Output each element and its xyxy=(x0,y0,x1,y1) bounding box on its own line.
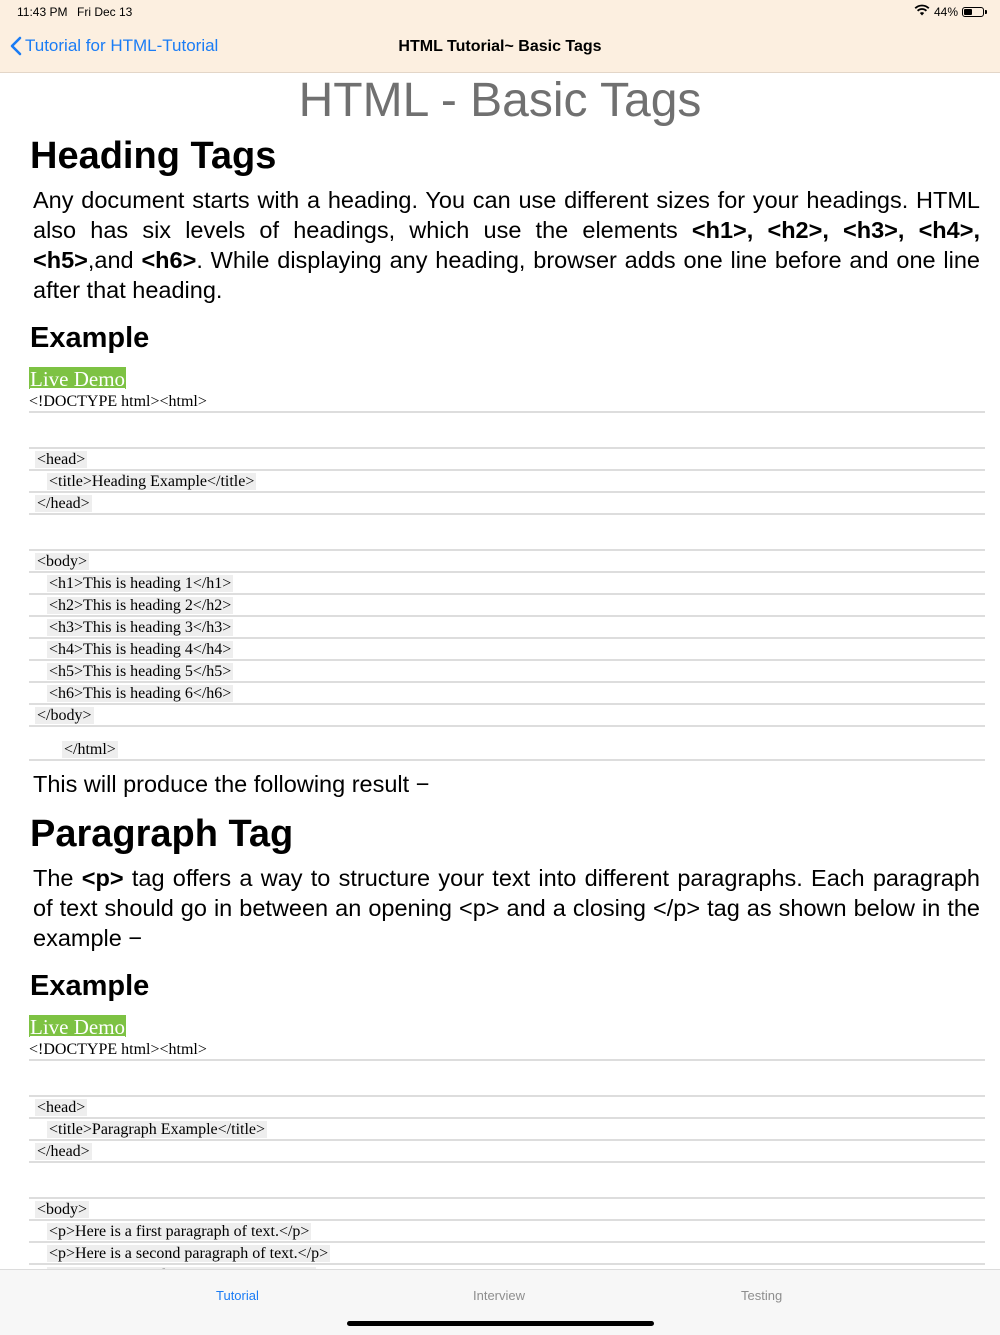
battery-icon xyxy=(962,7,984,17)
code-line: <p>Here is a second paragraph of text.</p> xyxy=(29,1243,985,1265)
code-line: <body> xyxy=(29,1199,985,1221)
code-line: </body> xyxy=(29,705,985,727)
code-line: <title>Heading Example</title> xyxy=(29,471,985,493)
content-scroll-area[interactable] xyxy=(0,73,1000,1269)
code-block xyxy=(0,391,1000,761)
section-heading-paragraph-tag: Paragraph Tag xyxy=(30,813,294,855)
code-blank-line xyxy=(29,413,985,449)
code-line: <p>Here is a first paragraph of text.</p> xyxy=(29,1221,985,1243)
wifi-icon xyxy=(914,4,930,19)
code-line: <title>Paragraph Example</title> xyxy=(29,1119,985,1141)
code-line: <h4>This is heading 4</h4> xyxy=(29,639,985,661)
code-line: <head> xyxy=(29,1097,985,1119)
code-line: <!DOCTYPE html><html> xyxy=(29,1039,985,1061)
home-indicator[interactable] xyxy=(347,1321,654,1326)
code-block xyxy=(0,1039,1000,1287)
code-line: </head> xyxy=(29,493,985,515)
status-time: 11:43 PM xyxy=(17,5,68,19)
status-bar xyxy=(0,0,1000,24)
nav-title: HTML Tutorial~ Basic Tags xyxy=(398,38,602,55)
code-line: <h1>This is heading 1</h1> xyxy=(29,573,985,595)
section-heading-heading-tags: Heading Tags xyxy=(30,135,277,177)
section-paragraph-heading-tags: Any document starts with a heading. You can use different sizes for your headings. HTML also has six levels of headings, which use the elements <h1>, <h2>, <h3>, <h4>, <h5>,and <h6>. While displaying any heading, browser adds one line before and one line after that heading. xyxy=(33,187,980,303)
live-demo-button[interactable]: Live Demo xyxy=(30,1015,126,1039)
tab-interview[interactable]: Interview xyxy=(473,1288,526,1303)
code-line: <!DOCTYPE html><html> xyxy=(29,391,985,413)
code-line: <h3>This is heading 3</h3> xyxy=(29,617,985,639)
code-blank-line xyxy=(29,1163,985,1199)
battery-percent: 44% xyxy=(933,4,958,19)
status-date: Fri Dec 13 xyxy=(77,5,133,19)
result-text: This will produce the following result − xyxy=(33,771,430,797)
section-paragraph-paragraph-tag: The <p> tag offers a way to structure your text into different paragraphs. Each paragraph of text should go in between an opening <p> and a closing </p> tag as shown below in the example − xyxy=(33,865,980,951)
tab-bar xyxy=(0,1269,1000,1335)
example-heading: Example xyxy=(30,322,150,354)
code-line: <h5>This is heading 5</h5> xyxy=(29,661,985,683)
code-line: <body> xyxy=(29,551,985,573)
page-title: HTML - Basic Tags xyxy=(298,74,702,127)
code-line: <h2>This is heading 2</h2> xyxy=(29,595,985,617)
code-blank-line xyxy=(29,515,985,551)
tab-testing[interactable]: Testing xyxy=(741,1288,783,1303)
tab-tutorial[interactable]: Tutorial xyxy=(216,1288,259,1303)
code-line: </head> xyxy=(29,1141,985,1163)
back-button-label: Tutorial for HTML-Tutorial xyxy=(25,36,219,55)
status-right xyxy=(914,4,984,19)
navigation-bar xyxy=(0,24,1000,73)
code-blank-line xyxy=(29,1061,985,1097)
code-line: <head> xyxy=(29,449,985,471)
code-line: <h6>This is heading 6</h6> xyxy=(29,683,985,705)
code-line: </html> xyxy=(29,739,985,761)
live-demo-button[interactable]: Live Demo xyxy=(30,367,126,391)
example-heading: Example xyxy=(30,970,150,1002)
